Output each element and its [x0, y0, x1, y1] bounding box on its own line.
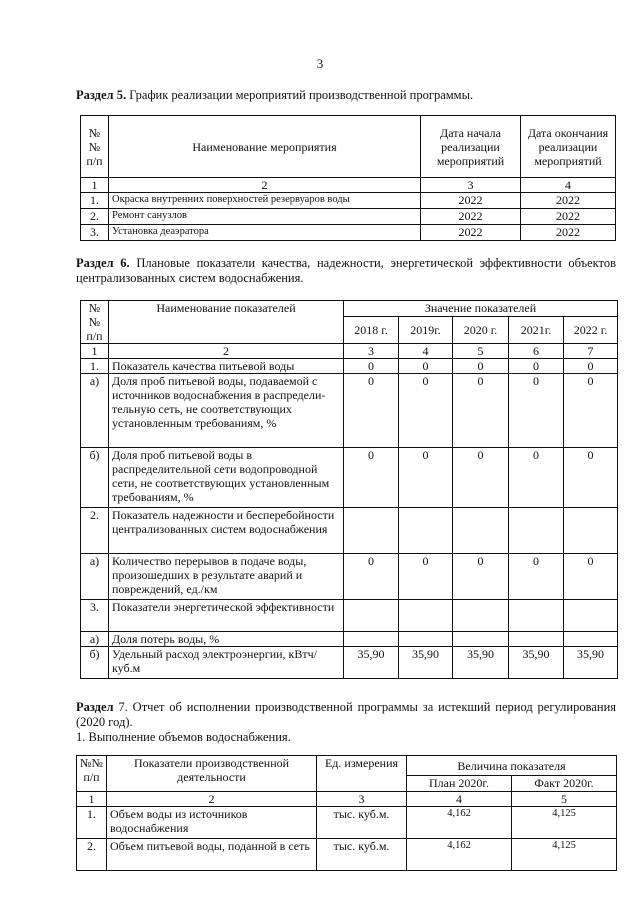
header-value: Величина показателя: [407, 756, 617, 776]
value-cell: 0: [453, 359, 509, 374]
table-row: [81, 600, 618, 632]
index-cell: 3: [421, 178, 521, 193]
year-header: 2022 г.: [564, 316, 618, 343]
value-cell: [564, 632, 618, 647]
section6-heading: [76, 256, 616, 286]
row-name: Окраска внутренних поверхностей резервуаров воды: [109, 193, 421, 209]
section5-heading: [76, 88, 616, 103]
row-num: 3.: [81, 600, 109, 632]
index-cell: 3: [317, 792, 407, 807]
row-num: 2.: [81, 508, 109, 554]
year-header: 2020 г.: [453, 316, 509, 343]
value-cell: 0: [509, 374, 564, 448]
value-cell: 0: [399, 448, 453, 508]
section5-number: 5.: [116, 88, 127, 102]
row-num: а): [81, 632, 109, 647]
row-unit: тыс. куб.м.: [317, 839, 407, 871]
value-cell: 35,90: [399, 647, 453, 679]
section5-prefix: Раздел: [76, 88, 114, 102]
index-cell: 2: [109, 344, 344, 359]
section5-table: [80, 115, 616, 241]
row-name: Удельный расход электроэнергии, кВтч/куб.м: [109, 647, 344, 679]
section6-table: [80, 300, 618, 679]
row-name: Объем питьевой воды, поданной в сеть: [107, 839, 317, 871]
index-cell: 4: [521, 178, 616, 193]
header-name: Показатели производственной деятельности: [107, 756, 317, 792]
value-cell: [344, 508, 399, 554]
value-cell: 0: [509, 448, 564, 508]
year-header: 2018 г.: [344, 316, 399, 343]
row-name: Показатели энергетической эффективности: [109, 600, 344, 632]
row-name: Доля потерь воды, %: [109, 632, 344, 647]
row-num: 2.: [81, 209, 109, 225]
row-end: 2022: [521, 225, 616, 241]
row-start: 2022: [421, 193, 521, 209]
index-cell: 5: [512, 792, 617, 807]
value-cell: 0: [344, 554, 399, 600]
row-plan: 4,162: [407, 807, 512, 839]
header-num: №№ п/п: [77, 756, 107, 792]
header-name: Наименование мероприятия: [109, 116, 421, 178]
row-name: Ремонт санузлов: [109, 209, 421, 225]
header-plan: План 2020г.: [407, 776, 512, 792]
value-cell: [453, 632, 509, 647]
row-num: б): [81, 448, 109, 508]
value-cell: 0: [564, 554, 618, 600]
table-row: [81, 193, 616, 209]
row-fact: 4,125: [512, 839, 617, 871]
row-name: Показатель надежности и бесперебойности централизованных систем водоснабжения: [109, 508, 344, 554]
index-cell: 6: [509, 344, 564, 359]
header-unit: Ед. измерения: [317, 756, 407, 792]
value-cell: 0: [453, 554, 509, 600]
row-name: Количество перерывов в подаче воды, произошедших в результате аварий и повреждений, ед./км: [109, 554, 344, 600]
index-cell: 7: [564, 344, 618, 359]
value-cell: [509, 632, 564, 647]
value-cell: 0: [344, 374, 399, 448]
value-cell: [344, 632, 399, 647]
value-cell: 0: [509, 359, 564, 374]
row-plan: 4,162: [407, 839, 512, 871]
index-cell: 2: [107, 792, 317, 807]
index-cell: 3: [344, 344, 399, 359]
row-start: 2022: [421, 209, 521, 225]
table-row: [81, 508, 618, 554]
row-fact: 4,125: [512, 807, 617, 839]
header-num: №№ п/п: [81, 116, 109, 178]
value-cell: 0: [453, 448, 509, 508]
row-name: Доля проб питьевой воды в распределительной сети водопроводной сети, не соответствующих установленным требованиям, %: [109, 448, 344, 508]
value-cell: [453, 600, 509, 632]
section7-title: Отчет об исполнении производственной программы за истекший период регулирования (2020 год).: [76, 700, 617, 729]
value-cell: 0: [399, 374, 453, 448]
value-cell: 0: [564, 448, 618, 508]
row-num: а): [81, 554, 109, 600]
row-name: Установка деаэратора: [109, 225, 421, 241]
row-num: 3.: [81, 225, 109, 241]
row-num: 1.: [81, 359, 109, 374]
table-row: [77, 807, 617, 839]
row-num: б): [81, 647, 109, 679]
table-row: [81, 225, 616, 241]
table-row: [81, 359, 618, 374]
value-cell: 0: [399, 359, 453, 374]
row-end: 2022: [521, 209, 616, 225]
index-cell: 4: [407, 792, 512, 807]
row-name: Показатель качества питьевой воды: [109, 359, 344, 374]
header-start: Дата начала реализации мероприятий: [421, 116, 521, 178]
section7-number: 7.: [118, 700, 128, 714]
value-cell: 0: [564, 374, 618, 448]
value-cell: 0: [564, 359, 618, 374]
row-num: 1.: [77, 807, 107, 839]
section7-subtitle: 1. Выполнение объемов водоснабжения.: [76, 730, 291, 744]
value-cell: [399, 632, 453, 647]
index-cell: 1: [81, 344, 109, 359]
section6-prefix: Раздел: [76, 256, 114, 270]
header-fact: Факт 2020г.: [512, 776, 617, 792]
value-cell: 0: [453, 374, 509, 448]
row-num: а): [81, 374, 109, 448]
section7-heading: [76, 700, 616, 730]
index-cell: 1: [81, 178, 109, 193]
section5-title: График реализации мероприятий производственной программы.: [129, 88, 474, 102]
table-row: [81, 448, 618, 508]
value-cell: 0: [509, 554, 564, 600]
row-start: 2022: [421, 225, 521, 241]
table-row: [81, 647, 618, 679]
section6-number: 6.: [120, 256, 130, 270]
row-name: Доля проб питьевой воды, подаваемой с источников водоснабжения в распредели-тельную сеть, не соответствующих установленным требованиям, %: [109, 374, 344, 448]
value-cell: [399, 508, 453, 554]
row-unit: тыс. куб.м.: [317, 807, 407, 839]
table-row: [81, 374, 618, 448]
value-cell: 35,90: [509, 647, 564, 679]
index-cell: 4: [399, 344, 453, 359]
value-cell: [564, 508, 618, 554]
section7-prefix: Раздел: [76, 700, 114, 714]
index-cell: 2: [109, 178, 421, 193]
section6-title: Плановые показатели качества, надежности, энергетической эффективности объектов централизованных систем водоснабжения.: [76, 256, 616, 285]
index-cell: 5: [453, 344, 509, 359]
row-end: 2022: [521, 193, 616, 209]
value-cell: 35,90: [453, 647, 509, 679]
value-cell: 0: [344, 448, 399, 508]
year-header: 2021г.: [509, 316, 564, 343]
index-cell: 1: [77, 792, 107, 807]
table-row: [81, 209, 616, 225]
value-cell: [509, 600, 564, 632]
header-values: Значение показателей: [344, 301, 618, 317]
table-row: [81, 632, 618, 647]
header-num: №№ п/п: [81, 301, 109, 344]
row-num: 1.: [81, 193, 109, 209]
value-cell: 0: [399, 554, 453, 600]
table-row: [77, 839, 617, 871]
header-name: Наименование показателей: [109, 301, 344, 344]
value-cell: [509, 508, 564, 554]
header-end: Дата окончания реализации мероприятий: [521, 116, 616, 178]
section7-table: [76, 755, 617, 871]
row-name: Объем воды из источников водоснабжения: [107, 807, 317, 839]
row-num: 2.: [77, 839, 107, 871]
value-cell: 0: [344, 359, 399, 374]
year-header: 2019г.: [399, 316, 453, 343]
value-cell: [453, 508, 509, 554]
page-number: 3: [316, 56, 324, 71]
value-cell: [564, 600, 618, 632]
table-row: [81, 554, 618, 600]
value-cell: [399, 600, 453, 632]
value-cell: 35,90: [344, 647, 399, 679]
value-cell: [344, 600, 399, 632]
value-cell: 35,90: [564, 647, 618, 679]
